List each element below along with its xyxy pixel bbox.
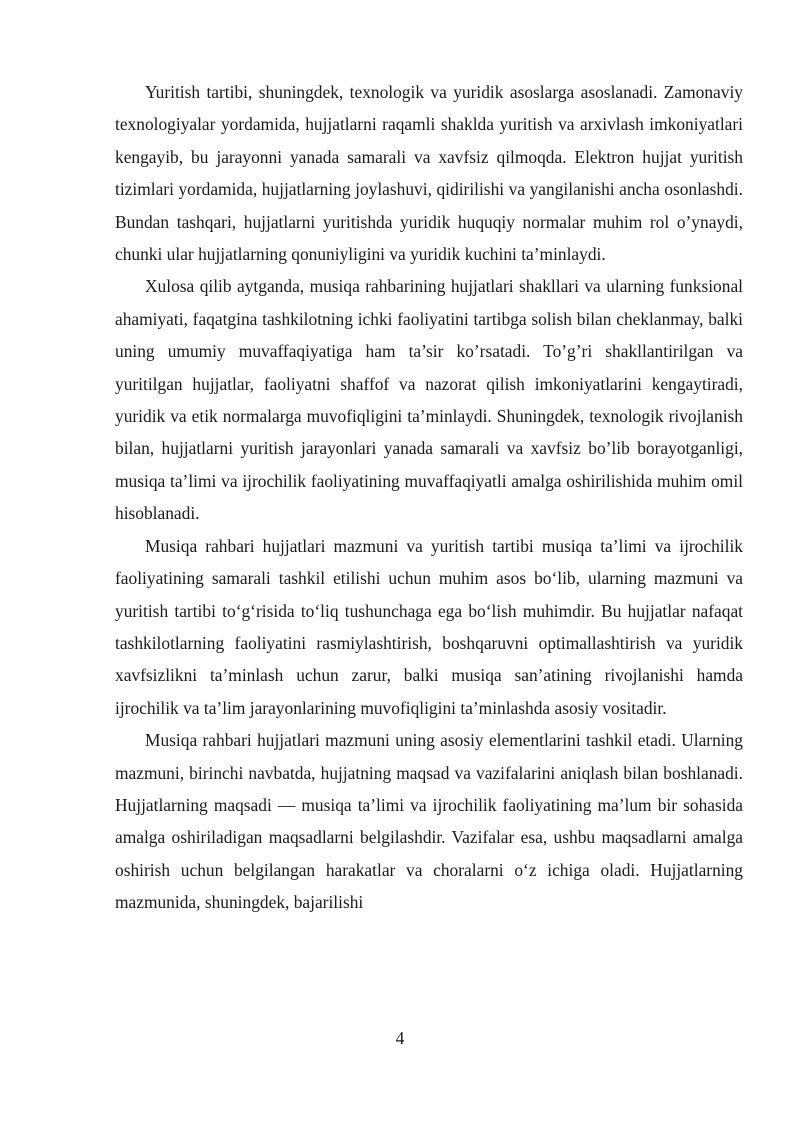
page-number: 4 <box>395 1028 405 1048</box>
paragraph-3: Musiqa rahbari hujjatlari mazmuni va yuritish tartibi musiqa ta’limi va ijrochilik faoliyatining samarali tashkil etilishi uchun muhim asos bo‘lib, ularning mazmuni va yuritish tartibi to‘g‘risida to‘liq tushunchaga ega bo‘lish muhimdir. Bu hujjatlar nafaqat tashkilotlarning faoliyatini rasmiylashtirish, boshqaruvni optimallashtirish va yuridik xavfsizlikni ta’minlash uchun zarur, balki musiqa san’atining rivojlanishi hamda ijrochilik va ta’lim jarayonlarining muvofiqligini ta’minlashda asosiy vositadir. <box>115 535 743 718</box>
paragraph-4: Musiqa rahbari hujjatlari mazmuni uning asosiy elementlarini tashkil etadi. Ularning mazmuni, birinchi navbatda, hujjatning maqsad va vazifalarini aniqlash bilan boshlanadi. Hujjatlarning maqsadi — musiqa ta’limi va ijrochilik faoliyatining ma’lum bir sohasida amalga oshiriladigan maqsadlarni belgilashdir. Vazifalar esa, ushbu maqsadlarni amalga oshirish uchun belgilangan harakatlar va choralarni o‘z ichiga oladi. Hujjatlarning mazmunida, shuningdek, bajarilishi <box>115 730 743 913</box>
body-text <box>115 76 743 919</box>
paragraph-1: Yuritish tartibi, shuningdek, texnologik va yuridik asoslarga asoslanadi. Zamonaviy texnologiyalar yordamida, hujjatlarni raqamli shaklda yuritish va arxivlash imkoniyatlari kengayib, bu jarayonni yanada samarali va xavfsiz qilmoqda. Elektron hujjat yuritish tizimlari yordamida, hujjatlarning joylashuvi, qidirilishi va yangilanishi ancha osonlashdi. Bundan tashqari, hujjatlarni yuritishda yuridik huquqiy normalar muhim rol o’ynaydi, chunki ular hujjatlarning qonuniyligini va yuridik kuchini ta’minlaydi. <box>115 82 743 265</box>
paragraph-2: Xulosa qilib aytganda, musiqa rahbarining hujjatlari shakllari va ularning funksional ahamiyati, faqatgina tashkilotning ichki faoliyatini tartibga solish bilan cheklanmay, balki uning umumiy muvaffaqiyatiga ham ta’sir ko’rsatadi. To’g’ri shakllantirilgan va yuritilgan hujjatlar, faoliyatni shaffof va nazorat qilish imkoniyatlarini kengaytiradi, yuridik va etik normalarga muvofiqligini ta’minlaydi. Shuningdek, texnologik rivojlanish bilan, hujjatlarni yuritish jarayonlari yanada samarali va xavfsiz bo’lib borayotganligi, musiqa ta’limi va ijrochilik faoliyatining muvaffaqiyatli amalga oshirilishida muhim omil hisoblanadi. <box>115 276 743 524</box>
